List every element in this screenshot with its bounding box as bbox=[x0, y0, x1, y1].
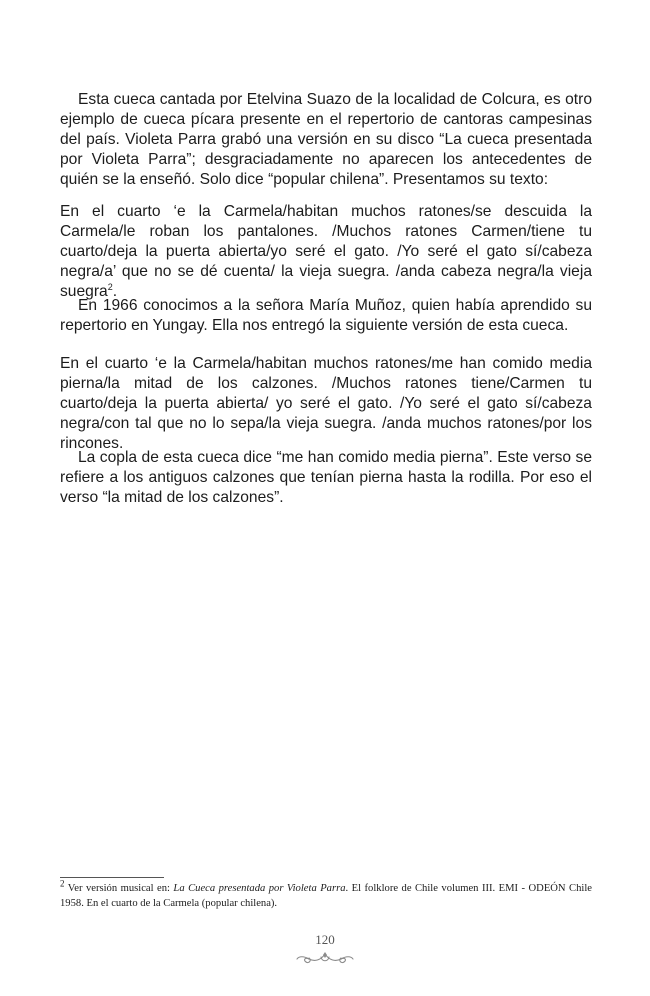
paragraph-munoz bbox=[60, 296, 592, 336]
footnote-title: La Cueca presentada por Violeta Parra bbox=[173, 883, 346, 894]
paragraph-lyrics-munoz bbox=[60, 354, 592, 454]
page-number: 120 bbox=[315, 932, 335, 947]
footnote-marker: 2 bbox=[60, 878, 65, 889]
paragraph-lyrics-suazo bbox=[60, 202, 592, 302]
paragraph-intro-text: Esta cueca cantada por Etelvina Suazo de la localidad de Colcura, es otro ejemplo de cueca pícara presente en el repertorio de cantoras campesinas del país. Violeta Parra grabó una versión en su disco “La cueca presentada por Violeta Parra”; desgraciadamente no aparecen los antecedentes de quién se la enseñó. Solo dice “popular chilena”. Presentamos su texto: bbox=[60, 91, 592, 188]
paragraph-munoz-text: En 1966 conocimos a la señora María Muñoz, quien había aprendido su repertorio en Yungay. Ella nos entregó la siguiente versión de esta cueca. bbox=[60, 297, 592, 334]
paragraph-lyrics-munoz-text: En el cuarto ‘e la Carmela/habitan muchos ratones/me han comido media pierna/la mitad de los calzones. /Muchos ratones tiene/Carmen tu cuarto/deja la puerta abierta/ yo seré el gato. /Yo seré el gato sí/cabeza negra/con tal que no lo sepa/la vieja suegra. /anda muchos ratones/por los rincones. bbox=[60, 355, 592, 452]
lyrics-suazo-period: . bbox=[112, 283, 118, 300]
footnote-rest: . El folklore de Chile volumen III. EMI - ODEÓN Chile 1958. En el cuarto de la Carmela (popular chilena). bbox=[60, 883, 593, 909]
paragraph-intro bbox=[60, 90, 592, 190]
paragraph-commentary bbox=[60, 448, 592, 508]
footnote bbox=[60, 878, 593, 911]
footnote-lead: Ver versión musical en: bbox=[64, 883, 174, 894]
footnote-divider bbox=[60, 877, 164, 878]
lyrics-suazo-text: En el cuarto ‘e la Carmela/habitan muchos ratones/se descuida la Carmela/le roban los pantalones. /Muchos ratones Carmen/tiene tu cuarto/deja la puerta abierta/yo seré el gato. /Yo seré el gato sí/cabeza negra/a’ que no se dé cuenta/ la vieja suegra. /anda cabeza negra/la vieja suegra bbox=[60, 203, 592, 300]
paragraph-lyrics-suazo-text bbox=[60, 202, 592, 302]
footnote-reference[interactable]: 2 bbox=[107, 281, 113, 292]
paragraph-commentary-text: La copla de esta cueca dice “me han comido media pierna”. Este verso se refiere a los antiguos calzones que tenían pierna hasta la rodilla. Por eso el verso “la mitad de los calzones”. bbox=[60, 449, 592, 506]
flourish-ornament-icon bbox=[295, 950, 355, 966]
